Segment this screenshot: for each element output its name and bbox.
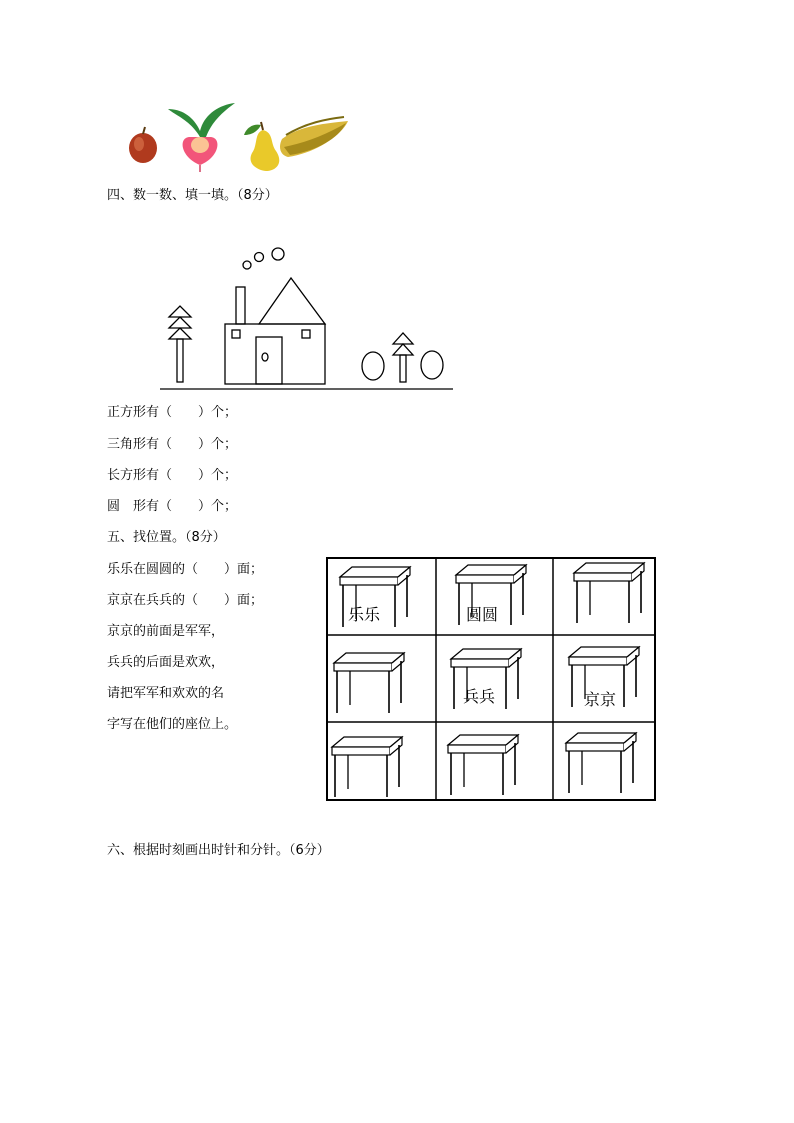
question-triangles: 三角形有（ ）个； [107,437,238,452]
question-circles: 圆 形有（ ）个； [107,499,238,514]
position-line: 乐乐在圆圆的（ ）面； [107,562,264,577]
section-5-title: 五、找位置。（8分） [107,530,226,545]
roof [259,278,325,324]
shapes-drawing [155,240,460,395]
right-tree [393,333,413,382]
desk [574,563,644,623]
smoke-circle [243,261,251,269]
smoke-circle [255,253,264,262]
section-4-title: 四、数一数、填一填。（8分） [107,188,278,203]
smoke-circle [272,248,284,260]
seat-name-yuanyuan: 圆圆 [466,605,499,624]
section-6-title: 六、根据时刻画出时针和分针。（6分） [107,843,330,858]
left-tree [169,306,191,382]
seat-name-bingbing: 兵兵 [463,687,496,706]
seat-name-leile: 乐乐 [348,605,381,624]
position-line: 兵兵的后面是欢欢， [107,655,225,670]
desk [566,733,636,793]
radish-icon [168,103,235,172]
pear-icon [244,122,279,171]
question-rectangles: 长方形有（ ）个； [107,468,238,483]
desk [448,735,518,795]
chimney [236,287,245,324]
apple-icon [129,127,157,163]
door [256,337,282,384]
oval-bush [421,351,443,379]
left-window [232,330,240,338]
position-line: 京京在兵兵的（ ）面； [107,593,264,608]
right-window [302,330,310,338]
position-line: 请把军军和欢欢的名 [107,686,225,701]
seating-grid [326,557,656,801]
desk [334,653,404,713]
oval-bush [362,352,384,380]
door-knob [262,353,268,361]
question-squares: 正方形有（ ）个； [107,405,238,420]
fruit-pictures [120,95,360,175]
banana-icon [280,117,348,157]
seat-name-jingjing: 京京 [584,690,617,709]
position-line: 字写在他们的座位上。 [107,717,238,732]
desk [332,737,402,797]
position-line: 京京的前面是军军， [107,624,225,639]
